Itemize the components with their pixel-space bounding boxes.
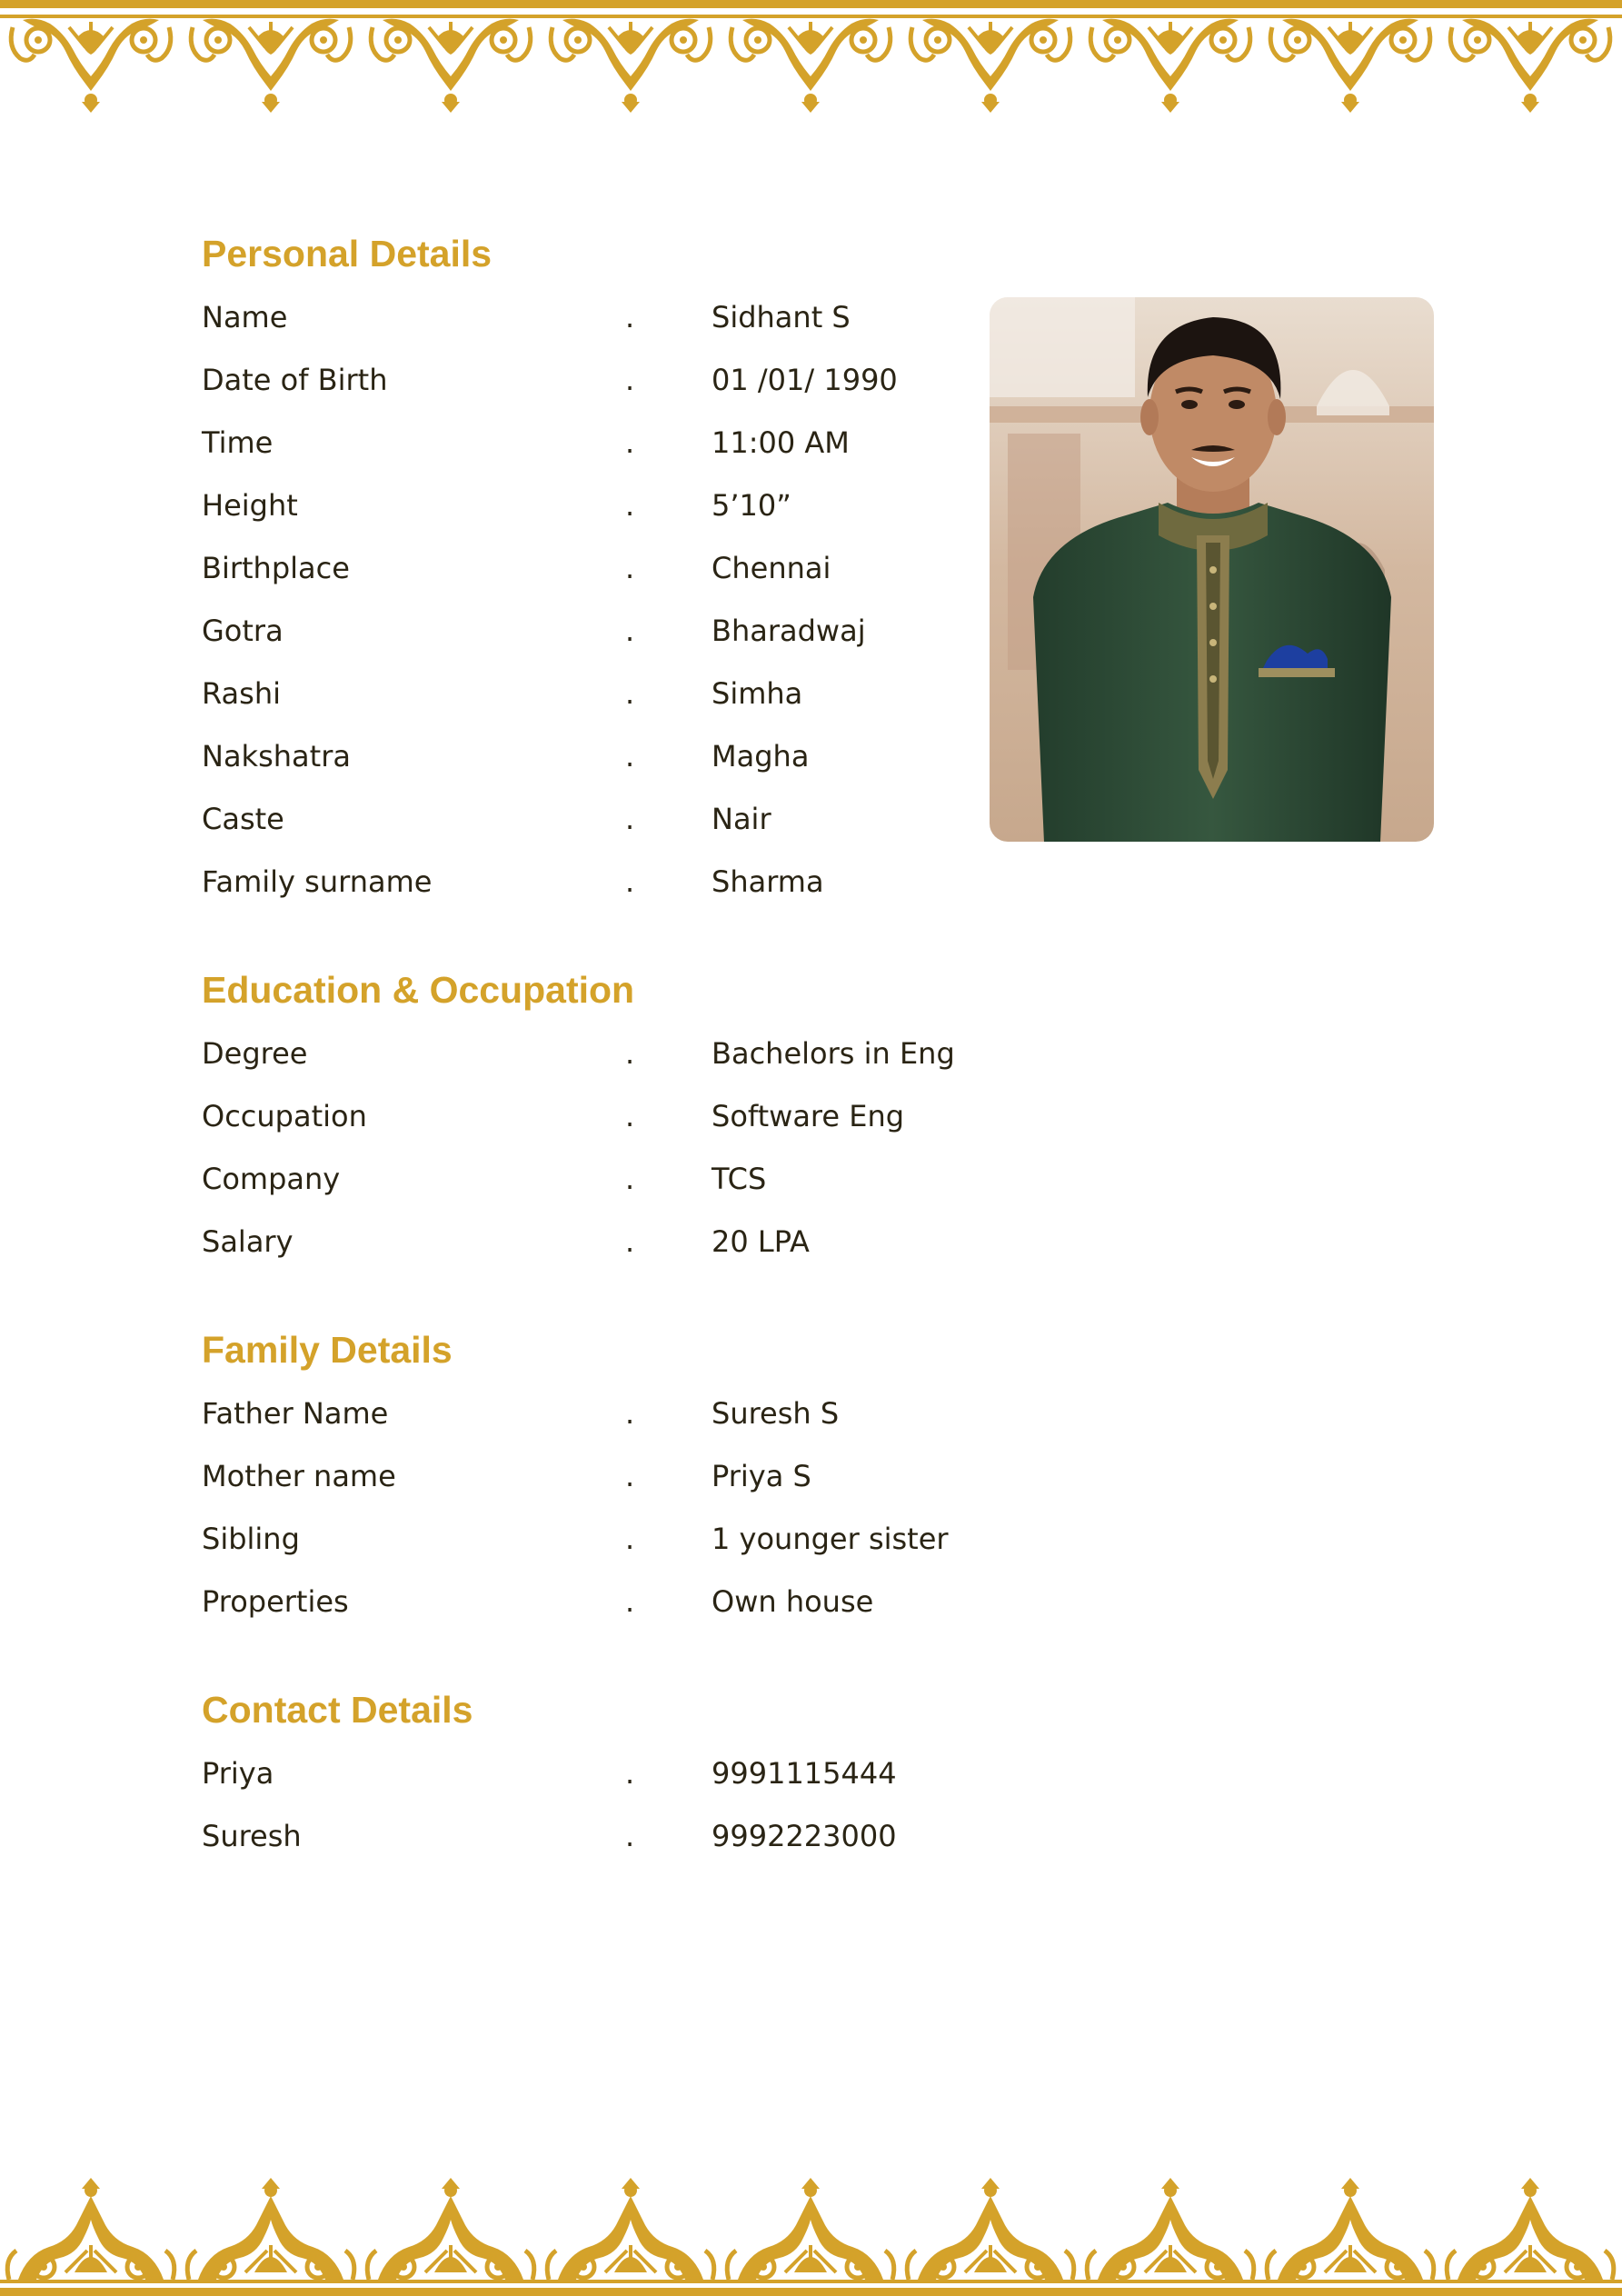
detail-value: Bharadwaj <box>711 614 866 648</box>
detail-label: Height <box>202 488 298 523</box>
detail-label: Occupation <box>202 1099 367 1133</box>
bottom-ornamental-border <box>0 2178 1622 2296</box>
detail-value: 11:00 AM <box>711 425 850 460</box>
detail-row-sibling <box>202 1516 1020 1562</box>
detail-row-nakshatra <box>202 734 1020 779</box>
detail-value: Sidhant S <box>711 300 851 334</box>
detail-label: Name <box>202 300 288 334</box>
portrait-photo <box>990 297 1434 842</box>
detail-label: Father Name <box>202 1396 389 1431</box>
detail-value: 5’10” <box>711 488 791 523</box>
detail-value: Magha <box>711 739 810 774</box>
detail-row-family-surname <box>202 859 1020 904</box>
detail-separator: . <box>625 739 635 774</box>
detail-row-father-name <box>202 1391 1020 1436</box>
detail-label: Family surname <box>202 864 433 899</box>
detail-label: Date of Birth <box>202 363 388 397</box>
detail-label: Sibling <box>202 1522 300 1556</box>
detail-label: Gotra <box>202 614 284 648</box>
detail-separator: . <box>625 802 635 836</box>
detail-separator: . <box>625 1396 635 1431</box>
detail-value: Priya S <box>711 1459 811 1493</box>
personal-details-title: Personal Details <box>202 233 493 275</box>
detail-label: Nakshatra <box>202 739 351 774</box>
detail-separator: . <box>625 614 635 648</box>
detail-row-name <box>202 294 1020 340</box>
top-ornamental-border <box>0 0 1622 118</box>
detail-value: Own house <box>711 1584 874 1619</box>
detail-label: Birthplace <box>202 551 350 585</box>
detail-separator: . <box>625 363 635 397</box>
phone-number: 9992223000 <box>711 1819 897 1853</box>
detail-row-height <box>202 483 1020 528</box>
detail-row-birthplace <box>202 545 1020 591</box>
detail-value: Suresh S <box>711 1396 840 1431</box>
detail-separator: . <box>625 1819 635 1853</box>
detail-row-salary <box>202 1219 1020 1264</box>
detail-label: Mother name <box>202 1459 396 1493</box>
detail-row-rashi <box>202 671 1020 716</box>
detail-row-time <box>202 420 1020 465</box>
detail-label: Salary <box>202 1224 294 1259</box>
detail-separator: . <box>625 551 635 585</box>
detail-separator: . <box>625 1224 635 1259</box>
detail-row-contact-suresh <box>202 1813 1020 1859</box>
detail-separator: . <box>625 1099 635 1133</box>
contact-details-title: Contact Details <box>202 1689 473 1731</box>
detail-row-properties <box>202 1579 1020 1624</box>
detail-value: Bachelors in Eng <box>711 1036 955 1071</box>
detail-separator: . <box>625 1459 635 1493</box>
detail-separator: . <box>625 425 635 460</box>
detail-row-gotra <box>202 608 1020 654</box>
detail-value: TCS <box>711 1162 767 1196</box>
detail-label: Company <box>202 1162 341 1196</box>
detail-separator: . <box>625 488 635 523</box>
detail-label: Caste <box>202 802 284 836</box>
detail-value: Chennai <box>711 551 831 585</box>
detail-value: 20 LPA <box>711 1224 810 1259</box>
detail-value: Simha <box>711 676 803 711</box>
detail-separator: . <box>625 1162 635 1196</box>
detail-label: Suresh <box>202 1819 302 1853</box>
detail-row-date-of-birth <box>202 357 1020 403</box>
phone-number: 9991115444 <box>711 1756 897 1791</box>
detail-separator: . <box>625 864 635 899</box>
family-details-title: Family Details <box>202 1329 453 1371</box>
detail-row-contact-priya <box>202 1751 1020 1796</box>
detail-row-mother-name <box>202 1453 1020 1499</box>
detail-label: Time <box>202 425 274 460</box>
detail-label: Properties <box>202 1584 349 1619</box>
detail-row-caste <box>202 796 1020 842</box>
detail-separator: . <box>625 1584 635 1619</box>
detail-value: Sharma <box>711 864 824 899</box>
detail-value: Software Eng <box>711 1099 905 1133</box>
detail-value: Nair <box>711 802 771 836</box>
detail-separator: . <box>625 300 635 334</box>
detail-label: Rashi <box>202 676 281 711</box>
education-occupation-title: Education & Occupation <box>202 969 635 1011</box>
detail-value: 01 /01/ 1990 <box>711 363 898 397</box>
detail-row-company <box>202 1156 1020 1202</box>
detail-label: Degree <box>202 1036 308 1071</box>
detail-separator: . <box>625 676 635 711</box>
detail-row-occupation <box>202 1093 1020 1139</box>
detail-label: Priya <box>202 1756 274 1791</box>
detail-separator: . <box>625 1036 635 1071</box>
detail-value: 1 younger sister <box>711 1522 949 1556</box>
detail-separator: . <box>625 1522 635 1556</box>
detail-separator: . <box>625 1756 635 1791</box>
detail-row-degree <box>202 1031 1020 1076</box>
